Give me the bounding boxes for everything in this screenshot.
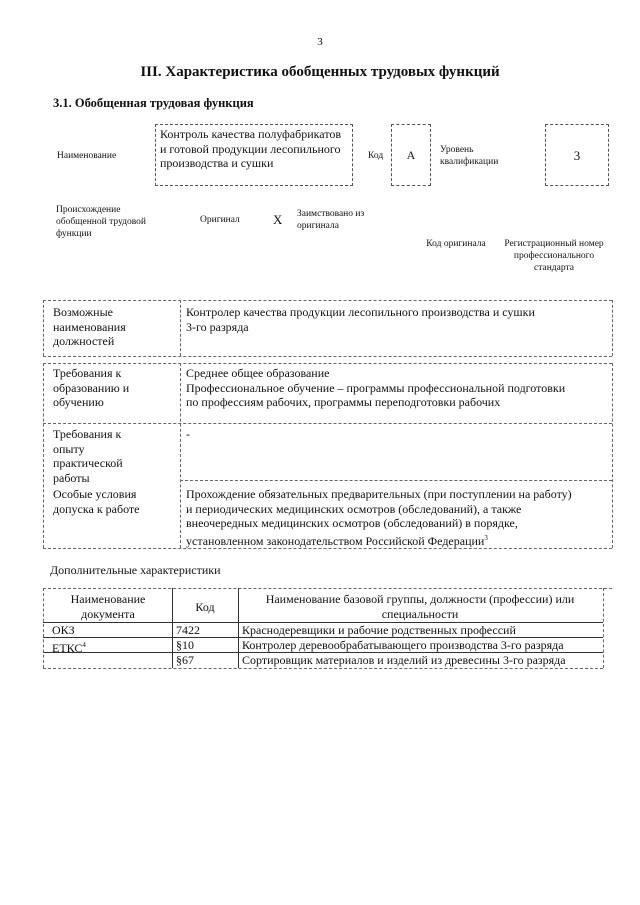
footnote-ref-4: 4 <box>82 641 86 649</box>
info-label-education: Требования к образованию и обучению <box>53 366 130 409</box>
info-value-positions: Контролер качества продукции лесопильного производства и сушки 3-го разряда <box>186 305 535 334</box>
row-name: Краснодеревщики и рабочие родственных профессий <box>242 623 516 637</box>
gtf-level-value: 3 <box>573 148 581 163</box>
info-value-experience: - <box>186 427 190 441</box>
gtf-code-value: А <box>406 148 416 162</box>
footnote-ref-3: 3 <box>484 533 488 542</box>
subsection-title: 3.1. Обобщенная трудовая функция <box>53 96 254 110</box>
reg-number-label: Регистрационный номер профессионального стандарта <box>504 239 604 273</box>
info-value-education: Среднее общее образование Профессиональное обучение – программы профессиональной подготовки по профессиям рабочих, программы переподготовки рабочих <box>186 366 566 409</box>
borrowed-label: Заимствовано из оригинала <box>297 209 365 231</box>
row-doc: ЕТКС$^4$ <box>52 641 86 655</box>
row-code: §10 <box>176 638 194 652</box>
row-code: 7422 <box>176 623 200 637</box>
row-name: Сортировщик материалов и изделий из древесины 3-го разряда <box>242 653 566 667</box>
gtf-name-label: Наименование <box>57 151 117 161</box>
header-document: Наименование документа <box>70 592 146 621</box>
original-label: Оригинал <box>200 215 240 225</box>
gtf-level-label: Уровень квалификации <box>440 145 499 167</box>
gtf-code-label: Код <box>368 151 384 161</box>
info-value-admission: Прохождение обязательных предварительных (при поступлении на работу) и периодических медицинских осмотров (обследований), а также внеочередных медицинских осмотров (обследований) в порядке, установленном законодательством Российской Федерации$^3$ <box>186 487 572 548</box>
original-mark: Х <box>273 212 283 227</box>
row-code: §67 <box>176 653 194 667</box>
additional-heading: Дополнительные характеристики <box>50 563 221 577</box>
row-doc: ОКЗ <box>52 623 75 637</box>
header-code: Код <box>195 600 215 614</box>
origin-label: Происхождение обобщенной трудовой функции <box>56 205 146 239</box>
info-label-experience: Требования к опыту практической работы <box>53 427 123 485</box>
info-label-admission: Особые условия допуска к работе <box>53 487 140 516</box>
info-label-positions: Возможные наименования должностей <box>53 305 126 348</box>
section-title: III. Характеристика обобщенных трудовых функций <box>140 64 500 80</box>
code-original-label: Код оригинала <box>426 239 486 249</box>
page-number: 3 <box>317 36 323 48</box>
gtf-name-value: Контроль качества полуфабрикатов и готовой продукции лесопильного производства и сушки <box>160 127 342 170</box>
row-name: Контролер деревообрабатывающего производства 3-го разряда <box>242 638 564 652</box>
header-name: Наименование базовой группы, должности (профессии) или специальности <box>265 592 575 621</box>
